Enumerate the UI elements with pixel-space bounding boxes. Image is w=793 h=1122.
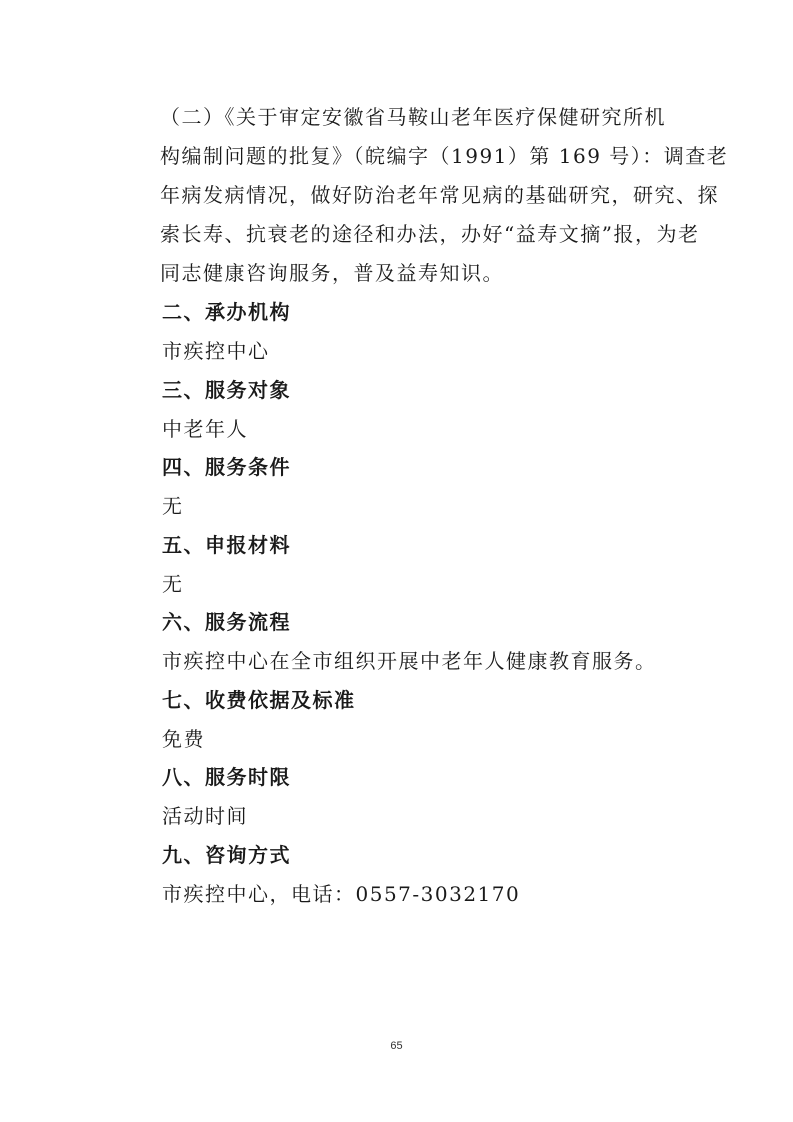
section-heading-materials: 五、申报材料 [162, 533, 291, 557]
section-heading-fees: 七、收费依据及标准 [162, 688, 356, 712]
section-body-conditions: 无 [162, 494, 184, 518]
intro-line: （二）《关于审定安徽省马鞍山老年医疗保健研究所机 [160, 105, 666, 129]
intro-line: 同志健康咨询服务，普及益寿知识。 [160, 261, 504, 285]
intro-line: 构编制问题的批复》（皖编字（1991）第 169 号）：调查老 [160, 144, 729, 168]
section-body-audience: 中老年人 [162, 417, 248, 441]
section-body-process: 市疾控中心在全市组织开展中老年人健康教育服务。 [162, 649, 657, 673]
section-heading-time-limit: 八、服务时限 [162, 765, 291, 789]
page-number: 65 [390, 1040, 403, 1052]
intro-line: 索长寿、抗衰老的途径和办法，办好“益寿文摘”报，为老 [160, 222, 700, 246]
section-body-consultation: 市疾控中心，电话：0557-3032170 [162, 882, 521, 906]
section-heading-consultation: 九、咨询方式 [162, 843, 291, 867]
section-body-materials: 无 [162, 572, 184, 596]
intro-line: 年病发病情况，做好防治老年常见病的基础研究，研究、探 [160, 183, 719, 207]
section-body-fees: 免费 [162, 727, 205, 751]
section-heading-process: 六、服务流程 [162, 610, 291, 634]
section-body-time-limit: 活动时间 [162, 804, 248, 828]
section-body-organizer: 市疾控中心 [162, 339, 270, 363]
section-heading-conditions: 四、服务条件 [162, 455, 291, 479]
section-heading-organizer: 二、承办机构 [162, 300, 291, 324]
section-heading-audience: 三、服务对象 [162, 378, 291, 402]
